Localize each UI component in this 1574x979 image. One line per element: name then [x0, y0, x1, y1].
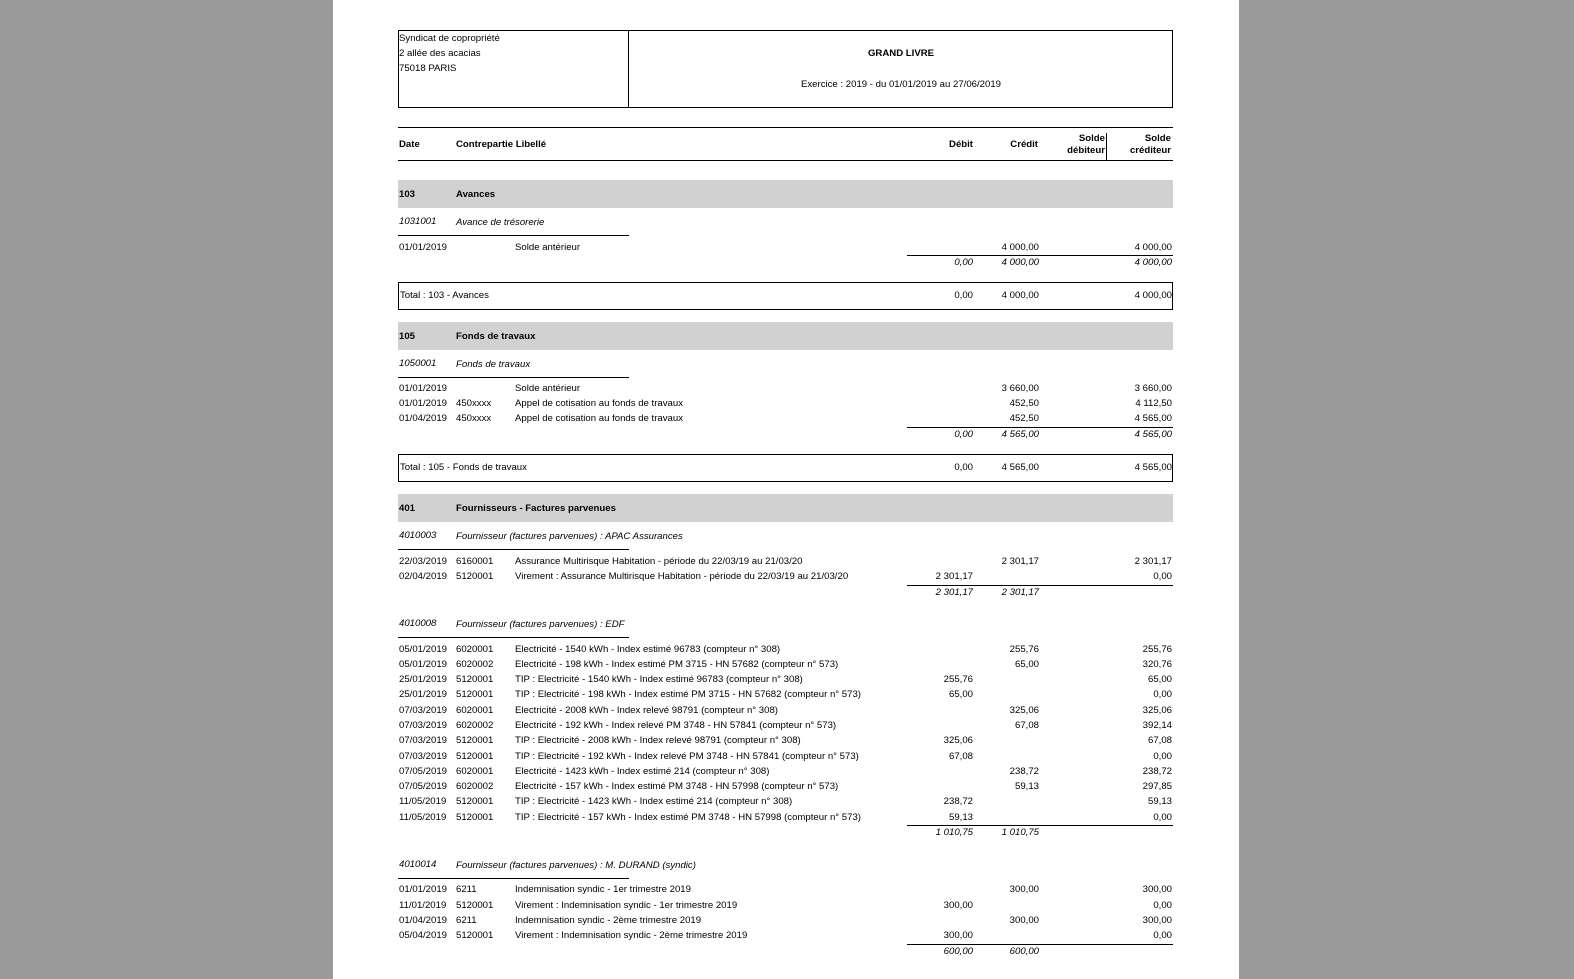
row-solde-crediteur: 3 660,00: [1134, 383, 1172, 394]
row-date: 01/01/2019: [399, 398, 448, 409]
row-debit: 300,00: [943, 930, 973, 941]
row-date: 22/03/2019: [399, 556, 448, 567]
row-libelle: TIP : Electricité - 1423 kWh - Index estimé 214 (compteur n° 308): [515, 796, 793, 807]
col-solde-debiteur-line2: débiteur: [1067, 145, 1105, 156]
section-band: [398, 180, 1173, 208]
row-date: 11/05/2019: [399, 812, 447, 823]
row-solde-crediteur: 238,72: [1142, 766, 1172, 777]
row-contrepartie: 6160001: [456, 556, 494, 567]
subtotal-credit: 4 565,00: [1001, 429, 1039, 440]
col-credit: Crédit: [1010, 139, 1038, 150]
col-debit: Débit: [949, 139, 973, 150]
row-debit: 2 301,17: [935, 571, 973, 582]
row-date: 07/03/2019: [399, 751, 448, 762]
document-page: [333, 0, 1239, 979]
subtotal-debit: 1 010,75: [935, 827, 973, 838]
subtotal-rule: [907, 825, 1173, 826]
row-date: 07/03/2019: [399, 720, 448, 731]
row-date: 01/01/2019: [399, 884, 448, 895]
row-contrepartie: 6020002: [456, 720, 494, 731]
subtotal-debit: 0,00: [954, 257, 973, 268]
row-contrepartie: 5120001: [456, 796, 494, 807]
account-name: Avance de trésorerie: [456, 217, 545, 228]
row-credit: 67,08: [1014, 720, 1039, 731]
account-code: 4010008: [399, 618, 437, 629]
row-date: 01/01/2019: [399, 242, 448, 253]
row-contrepartie: 5120001: [456, 751, 494, 762]
row-contrepartie: 5120001: [456, 900, 494, 911]
row-contrepartie: 6020002: [456, 659, 494, 670]
row-solde-crediteur: 0,00: [1153, 930, 1172, 941]
account-name: Fournisseur (factures parvenues) : APAC Assurances: [456, 531, 683, 542]
row-credit: 255,76: [1009, 644, 1039, 655]
total-box: [398, 282, 1173, 310]
row-contrepartie: 450xxxx: [456, 413, 492, 424]
row-solde-crediteur: 4 565,00: [1134, 413, 1172, 424]
col-solde-debiteur-line1: Solde: [1078, 133, 1105, 144]
row-date: 01/04/2019: [399, 413, 448, 424]
row-contrepartie: 5120001: [456, 689, 494, 700]
row-debit: 59,13: [948, 812, 973, 823]
row-date: 11/01/2019: [399, 900, 447, 911]
row-date: 07/05/2019: [399, 766, 448, 777]
row-debit: 255,76: [943, 674, 973, 685]
col-solde-crediteur-line2: créditeur: [1129, 145, 1171, 156]
account-name: Fournisseur (factures parvenues) : M. DURAND (syndic): [456, 860, 696, 871]
row-debit: 300,00: [943, 900, 973, 911]
subtotal-debit: 2 301,17: [935, 587, 973, 598]
row-solde-crediteur: 300,00: [1142, 915, 1172, 926]
account-underline: [398, 549, 629, 550]
total-credit: 4 000,00: [1001, 290, 1039, 301]
account-name: Fournisseur (factures parvenues) : EDF: [456, 619, 625, 630]
row-solde-crediteur: 4 112,50: [1135, 398, 1172, 409]
row-credit: 3 660,00: [1001, 383, 1039, 394]
row-credit: 300,00: [1009, 884, 1039, 895]
row-date: 05/04/2019: [399, 930, 448, 941]
section-code: 103: [399, 189, 416, 200]
row-solde-crediteur: 0,00: [1153, 751, 1172, 762]
row-libelle: Electricité - 1423 kWh - Index estimé 214 (compteur n° 308): [515, 766, 770, 777]
row-debit: 67,08: [948, 751, 973, 762]
total-label: Total : 105 - Fonds de travaux: [400, 462, 527, 473]
row-libelle: Virement : Assurance Multirisque Habitation - période du 22/03/19 au 21/03/20: [515, 571, 849, 582]
row-contrepartie: 5120001: [456, 812, 494, 823]
row-credit: 452,50: [1009, 398, 1039, 409]
row-contrepartie: 6211: [456, 884, 477, 895]
row-contrepartie: 6020001: [456, 766, 494, 777]
col-contrepartie-libelle: Contrepartie Libellé: [456, 139, 547, 150]
row-libelle: Solde antérieur: [515, 383, 581, 394]
row-contrepartie: 6020001: [456, 644, 494, 655]
row-solde-crediteur: 0,00: [1153, 900, 1172, 911]
row-contrepartie: 5120001: [456, 930, 494, 941]
section-name: Fonds de travaux: [456, 331, 536, 342]
row-libelle: Electricité - 198 kWh - Index estimé PM 3715 - HN 57682 (compteur n° 573): [515, 659, 839, 670]
account-underline: [398, 637, 629, 638]
header-box: [398, 30, 1173, 108]
column-header-bottom-rule: [398, 160, 1173, 161]
account-underline: [398, 377, 629, 378]
account-code: 4010003: [399, 530, 437, 541]
row-solde-crediteur: 65,00: [1147, 674, 1172, 685]
account-code: 1050001: [399, 358, 437, 369]
subtotal-debit: 600,00: [943, 946, 973, 957]
row-date: 25/01/2019: [399, 689, 448, 700]
row-solde-crediteur: 392,14: [1142, 720, 1172, 731]
subtotal-credit: 2 301,17: [1001, 587, 1039, 598]
row-debit: 65,00: [948, 689, 973, 700]
subtotal-debit: 0,00: [954, 429, 973, 440]
row-date: 07/03/2019: [399, 735, 448, 746]
row-credit: 238,72: [1009, 766, 1039, 777]
row-solde-crediteur: 0,00: [1153, 689, 1172, 700]
total-credit: 4 565,00: [1001, 462, 1039, 473]
row-credit: 300,00: [1009, 915, 1039, 926]
total-solde-crediteur: 4 565,00: [1134, 462, 1172, 473]
row-libelle: TIP : Electricité - 198 kWh - Index estimé PM 3715 - HN 57682 (compteur n° 573): [515, 689, 861, 700]
subtotal-rule: [907, 944, 1173, 945]
subtotal-credit: 600,00: [1009, 946, 1039, 957]
row-solde-crediteur: 2 301,17: [1134, 556, 1172, 567]
account-underline: [398, 878, 629, 879]
row-libelle: Assurance Multirisque Habitation - période du 22/03/19 au 21/03/20: [515, 556, 803, 567]
total-debit: 0,00: [954, 462, 973, 473]
row-credit: 59,13: [1014, 781, 1039, 792]
page-title: GRAND LIVRE: [867, 48, 935, 59]
row-date: 05/01/2019: [399, 659, 448, 670]
row-debit: 238,72: [943, 796, 973, 807]
subtotal-credit: 4 000,00: [1001, 257, 1039, 268]
row-contrepartie: 6211: [456, 915, 477, 926]
total-label: Total : 103 - Avances: [400, 290, 489, 301]
row-date: 25/01/2019: [399, 674, 448, 685]
row-libelle: Electricité - 1540 kWh - Index estimé 96783 (compteur n° 308): [515, 644, 781, 655]
row-date: 01/01/2019: [399, 383, 448, 394]
row-libelle: Indemnisation syndic - 2ème trimestre 2019: [515, 915, 702, 926]
subtotal-rule: [907, 255, 1173, 256]
row-date: 11/05/2019: [399, 796, 447, 807]
section-code: 105: [399, 331, 416, 342]
row-credit: 4 000,00: [1001, 242, 1039, 253]
subtotal-solde-crediteur: 4 000,00: [1134, 257, 1172, 268]
row-libelle: Electricité - 2008 kWh - Index relevé 98791 (compteur n° 308): [515, 705, 778, 716]
row-date: 01/04/2019: [399, 915, 448, 926]
column-header-divider: [1106, 133, 1107, 160]
row-libelle: Electricité - 157 kWh - Index estimé PM 3748 - HN 57998 (compteur n° 573): [515, 781, 839, 792]
row-libelle: Solde antérieur: [515, 242, 581, 253]
row-date: 02/04/2019: [399, 571, 448, 582]
row-contrepartie: 5120001: [456, 735, 494, 746]
account-name: Fonds de travaux: [456, 359, 531, 370]
row-credit: 325,06: [1009, 705, 1039, 716]
org-name: Syndicat de copropriété: [399, 33, 500, 44]
row-credit: 452,50: [1009, 413, 1039, 424]
row-solde-crediteur: 320,76: [1142, 659, 1172, 670]
row-solde-crediteur: 4 000,00: [1134, 242, 1172, 253]
row-date: 07/03/2019: [399, 705, 448, 716]
row-libelle: Appel de cotisation au fonds de travaux: [515, 413, 684, 424]
row-solde-crediteur: 0,00: [1153, 571, 1172, 582]
row-credit: 2 301,17: [1001, 556, 1039, 567]
header-divider: [628, 30, 629, 108]
row-solde-crediteur: 0,00: [1153, 812, 1172, 823]
row-contrepartie: 450xxxx: [456, 398, 492, 409]
row-credit: 65,00: [1014, 659, 1039, 670]
account-code: 4010014: [399, 859, 437, 870]
account-code: 1031001: [399, 216, 437, 227]
row-libelle: Electricité - 192 kWh - Index relevé PM 3748 - HN 57841 (compteur n° 573): [515, 720, 837, 731]
account-underline: [398, 235, 629, 236]
exercise-period: Exercice : 2019 - du 01/01/2019 au 27/06/2019: [800, 79, 1002, 90]
row-libelle: TIP : Electricité - 192 kWh - Index relevé PM 3748 - HN 57841 (compteur n° 573): [515, 751, 859, 762]
total-debit: 0,00: [954, 290, 973, 301]
row-solde-crediteur: 59,13: [1147, 796, 1172, 807]
row-date: 07/05/2019: [399, 781, 448, 792]
col-solde-crediteur-line1: Solde: [1144, 133, 1171, 144]
row-libelle: Appel de cotisation au fonds de travaux: [515, 398, 684, 409]
row-contrepartie: 5120001: [456, 571, 494, 582]
subtotal-credit: 1 010,75: [1001, 827, 1039, 838]
row-solde-crediteur: 325,06: [1142, 705, 1172, 716]
row-contrepartie: 6020002: [456, 781, 494, 792]
total-solde-crediteur: 4 000,00: [1134, 290, 1172, 301]
row-libelle: TIP : Electricité - 1540 kWh - Index estimé 96783 (compteur n° 308): [515, 674, 803, 685]
row-libelle: Indemnisation syndic - 1er trimestre 2019: [515, 884, 691, 895]
section-name: Fournisseurs - Factures parvenues: [456, 503, 616, 514]
section-code: 401: [399, 503, 416, 514]
row-libelle: TIP : Electricité - 157 kWh - Index estimé PM 3748 - HN 57998 (compteur n° 573): [515, 812, 861, 823]
subtotal-rule: [907, 427, 1173, 428]
subtotal-rule: [907, 585, 1173, 586]
subtotal-solde-crediteur: 4 565,00: [1134, 429, 1172, 440]
section-name: Avances: [456, 189, 496, 200]
row-libelle: Virement : Indemnisation syndic - 1er trimestre 2019: [515, 900, 738, 911]
row-debit: 325,06: [943, 735, 973, 746]
row-libelle: Virement : Indemnisation syndic - 2ème trimestre 2019: [515, 930, 748, 941]
col-date: Date: [399, 139, 420, 150]
row-contrepartie: 5120001: [456, 674, 494, 685]
row-date: 05/01/2019: [399, 644, 448, 655]
row-solde-crediteur: 255,76: [1142, 644, 1172, 655]
row-libelle: TIP : Electricité - 2008 kWh - Index relevé 98791 (compteur n° 308): [515, 735, 801, 746]
row-solde-crediteur: 300,00: [1142, 884, 1172, 895]
row-solde-crediteur: 297,85: [1142, 781, 1172, 792]
org-city: 75018 PARIS: [399, 63, 457, 74]
row-contrepartie: 6020001: [456, 705, 494, 716]
row-solde-crediteur: 67,08: [1147, 735, 1172, 746]
column-header-top-rule: [398, 127, 1173, 128]
org-street: 2 allée des acacias: [399, 48, 481, 59]
